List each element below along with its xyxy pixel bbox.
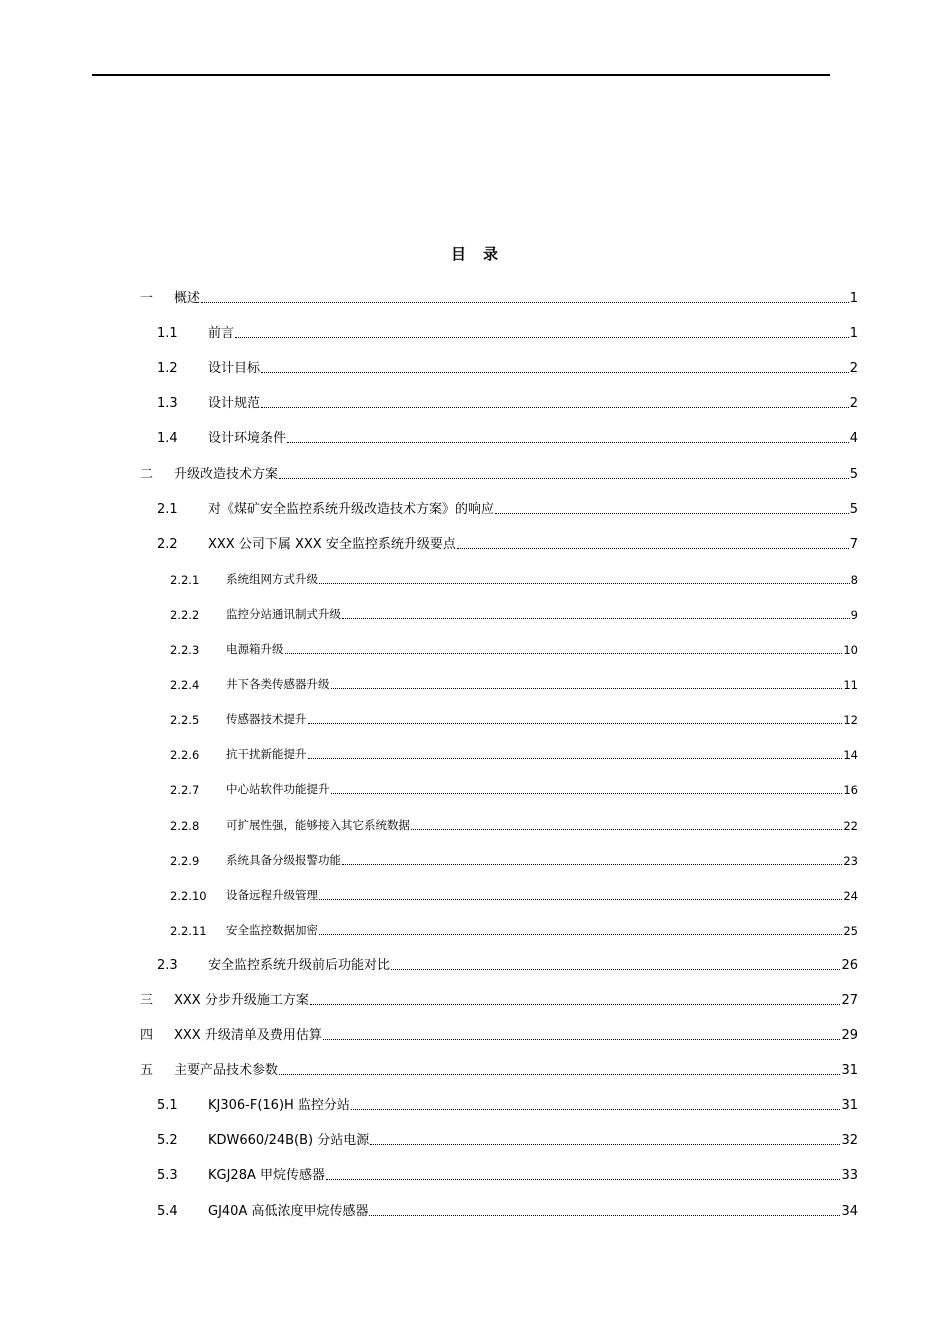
toc-entry-number: 5.2 [157, 1133, 178, 1149]
toc-entry-title: 抗干扰新能提升 [226, 747, 307, 762]
toc-entry[interactable] [140, 488, 858, 523]
toc-dot-leader [342, 617, 850, 619]
toc-entry-title: 主要产品技术参数 [174, 1063, 279, 1079]
toc-title-text: 目 录 [450, 245, 499, 263]
toc-dot-leader [285, 652, 843, 654]
toc-dot-leader [411, 828, 842, 830]
toc-entry[interactable] [140, 593, 858, 628]
toc-entry-title: 系统具备分级报警功能 [226, 852, 341, 867]
toc-entry-page: 29 [841, 1028, 858, 1044]
toc-entry[interactable] [140, 1154, 858, 1189]
toc-entry-number: 1.1 [157, 326, 178, 342]
toc-entry[interactable] [140, 382, 858, 417]
toc-entry-title: 监控分站通讯制式升级 [226, 606, 341, 621]
toc-entry-title: 概述 [174, 291, 201, 307]
toc-entry-number: 2.2.11 [170, 923, 207, 938]
toc-entry-page: 12 [843, 713, 858, 728]
toc-entry-page: 31 [841, 1098, 858, 1114]
toc-dot-leader [495, 512, 849, 514]
toc-dot-leader [331, 687, 843, 689]
toc-entry-title: 可扩展性强，能够接入其它系统数据 [226, 817, 410, 832]
toc-entry-title: 设计目标 [208, 361, 261, 377]
toc-entry-number: 2.3 [157, 957, 178, 973]
header-rule [92, 74, 830, 76]
toc-entry-number: 2.2.7 [170, 783, 200, 798]
toc-entry[interactable] [140, 839, 858, 874]
toc-entry[interactable] [140, 874, 858, 909]
toc-entry[interactable] [140, 1084, 858, 1119]
toc-entry-page: 24 [843, 888, 858, 903]
toc-entry-number: 2.2.1 [170, 572, 200, 587]
toc-dot-leader [370, 1143, 840, 1145]
toc-dot-leader [279, 1073, 840, 1075]
toc-entry-title: 电源箱升级 [226, 642, 284, 657]
toc-entry-number: 5.4 [157, 1203, 178, 1219]
toc-entry-title: 安全监控系统升级前后功能对比 [208, 957, 391, 973]
toc-entry-title: XXX 公司下属 XXX 安全监控系统升级要点 [208, 536, 456, 552]
toc-entry-page: 7 [849, 536, 858, 552]
toc-entry-number: 2.2.6 [170, 748, 200, 763]
toc-entry-page: 1 [849, 291, 858, 307]
toc-entry[interactable] [140, 558, 858, 593]
toc-entry-number: 一 [140, 291, 154, 307]
toc-dot-leader [391, 968, 840, 970]
toc-entry-number: 1.4 [157, 431, 178, 447]
toc-entry-page: 14 [843, 748, 858, 763]
toc-entry[interactable] [140, 628, 858, 663]
toc-entry[interactable] [140, 523, 858, 558]
toc-entry-title: GJ40A 高低浓度甲烷传感器 [208, 1203, 369, 1219]
toc-entry-title: 系统组网方式升级 [226, 571, 318, 586]
toc-entry-title: KGJ28A 甲烷传感器 [208, 1168, 326, 1184]
toc-dot-leader [310, 1003, 841, 1005]
toc-dot-leader [261, 371, 849, 373]
toc-entry-title: KDW660/24B(B) 分站电源 [208, 1133, 370, 1149]
toc-entry-number: 2.2.3 [170, 643, 200, 658]
toc-dot-leader [308, 757, 843, 759]
toc-dot-leader [287, 441, 849, 443]
toc-entry-number: 2.2.8 [170, 818, 200, 833]
toc-entry-page: 33 [841, 1168, 858, 1184]
toc-entry-number: 2.1 [157, 501, 178, 517]
toc-entry[interactable] [140, 1049, 858, 1084]
table-of-contents [140, 277, 858, 1225]
toc-entry-number: 1.2 [157, 361, 178, 377]
toc-entry-title: XXX 分步升级施工方案 [174, 992, 309, 1008]
toc-entry-number: 三 [140, 992, 154, 1008]
toc-entry[interactable] [140, 979, 858, 1014]
toc-entry-number: 2.2 [157, 536, 178, 552]
toc-entry-page: 26 [841, 957, 858, 973]
toc-entry-title: 设计规范 [208, 396, 261, 412]
toc-entry-number: 5.3 [157, 1168, 178, 1184]
toc-entry-title: 设计环境条件 [208, 431, 287, 447]
toc-entry[interactable] [140, 768, 858, 803]
toc-entry-page: 5 [849, 466, 858, 482]
toc-entry-title: 升级改造技术方案 [174, 466, 279, 482]
toc-entry-number: 5.1 [157, 1098, 178, 1114]
toc-entry-page: 32 [841, 1133, 858, 1149]
toc-entry-page: 22 [843, 818, 858, 833]
toc-dot-leader [331, 792, 843, 794]
toc-entry[interactable] [140, 909, 858, 944]
toc-dot-leader [319, 582, 850, 584]
toc-entry-title: 设备远程升级管理 [226, 887, 318, 902]
toc-dot-leader [319, 933, 842, 935]
toc-entry-title: 安全监控数据加密 [226, 922, 318, 937]
toc-entry[interactable] [140, 452, 858, 487]
toc-entry[interactable] [140, 312, 858, 347]
toc-entry[interactable] [140, 1189, 858, 1224]
toc-entry[interactable] [140, 733, 858, 768]
toc-entry-page: 23 [843, 853, 858, 868]
toc-title [0, 243, 950, 264]
toc-entry-page: 9 [850, 607, 858, 622]
toc-dot-leader [369, 1214, 840, 1216]
toc-entry-title: KJ306-F(16)H 监控分站 [208, 1098, 350, 1114]
toc-dot-leader [201, 301, 849, 303]
toc-entry-page: 25 [843, 923, 858, 938]
toc-entry-title: 井下各类传感器升级 [226, 677, 330, 692]
toc-dot-leader [326, 1178, 840, 1180]
toc-entry-page: 5 [849, 501, 858, 517]
toc-dot-leader [351, 1108, 841, 1110]
toc-entry[interactable] [140, 277, 858, 312]
toc-entry-number: 四 [140, 1028, 154, 1044]
toc-dot-leader [319, 898, 842, 900]
toc-entry-page: 34 [841, 1203, 858, 1219]
toc-entry-number: 1.3 [157, 396, 178, 412]
toc-entry[interactable] [140, 698, 858, 733]
toc-entry-page: 27 [841, 992, 858, 1008]
toc-entry-page: 16 [843, 783, 858, 798]
toc-entry-number: 2.2.9 [170, 853, 200, 868]
toc-entry-title: 前言 [208, 326, 235, 342]
toc-entry-page: 11 [843, 678, 858, 693]
toc-entry-number: 二 [140, 466, 154, 482]
toc-entry-page: 8 [850, 572, 858, 587]
toc-dot-leader [279, 477, 849, 479]
toc-entry[interactable] [140, 803, 858, 838]
toc-entry-title: XXX 升级清单及费用估算 [174, 1028, 322, 1044]
toc-entry[interactable] [140, 1119, 858, 1154]
toc-entry[interactable] [140, 944, 858, 979]
toc-entry-number: 2.2.2 [170, 607, 200, 622]
toc-dot-leader [342, 863, 842, 865]
toc-entry[interactable] [140, 1014, 858, 1049]
toc-entry-number: 五 [140, 1063, 154, 1079]
toc-entry-number: 2.2.5 [170, 713, 200, 728]
toc-entry-number: 2.2.4 [170, 678, 200, 693]
toc-dot-leader [308, 722, 843, 724]
toc-entry[interactable] [140, 663, 858, 698]
toc-entry-page: 10 [843, 643, 858, 658]
toc-entry-page: 2 [849, 361, 858, 377]
toc-entry-title: 中心站软件功能提升 [226, 782, 330, 797]
toc-entry[interactable] [140, 417, 858, 452]
toc-dot-leader [323, 1038, 841, 1040]
toc-entry-title: 传感器技术提升 [226, 712, 307, 727]
toc-dot-leader [261, 406, 849, 408]
toc-dot-leader [457, 547, 849, 549]
toc-dot-leader [235, 336, 849, 338]
toc-entry-page: 31 [841, 1063, 858, 1079]
toc-entry-page: 1 [849, 326, 858, 342]
toc-entry-page: 2 [849, 396, 858, 412]
toc-entry[interactable] [140, 347, 858, 382]
toc-entry-title: 对《煤矿安全监控系统升级改造技术方案》的响应 [208, 501, 495, 517]
toc-entry-number: 2.2.10 [170, 888, 207, 903]
toc-entry-page: 4 [849, 431, 858, 447]
